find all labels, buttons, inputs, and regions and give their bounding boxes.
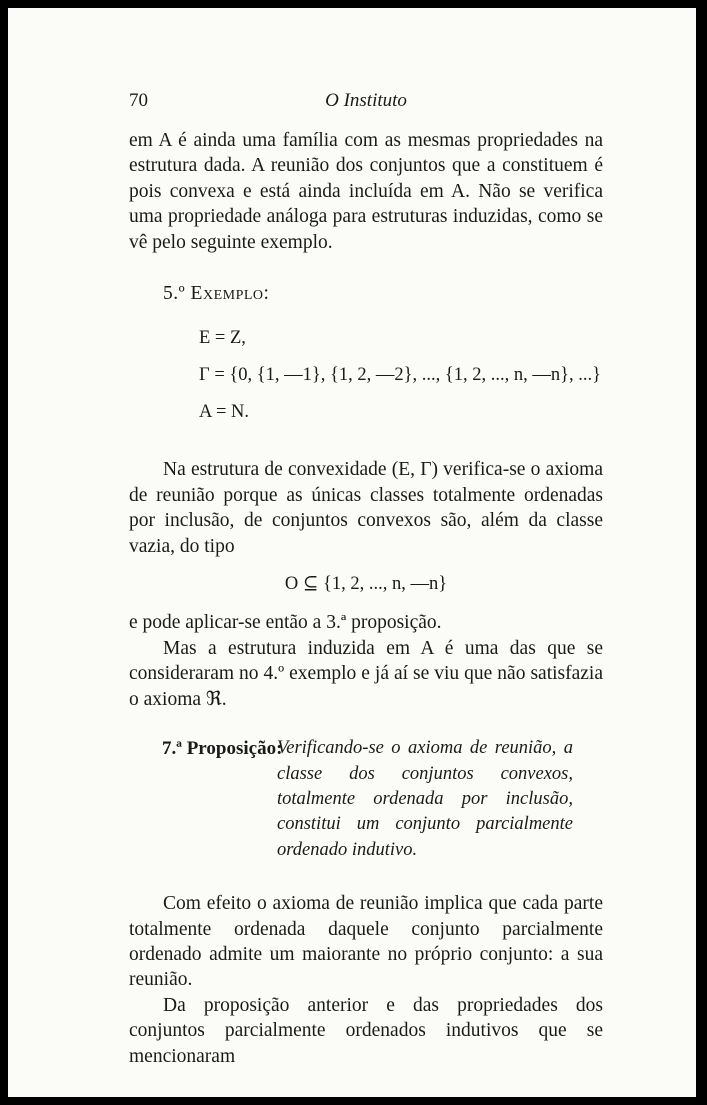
paragraph-3: e pode aplicar-se então a 3.ª proposição. (129, 612, 442, 634)
paragraph-4: Mas a estrutura induzida em A é uma das que se consideraram no 4.º exemplo e já aí se viu que não satisfazia o axioma ℜ. (129, 637, 603, 710)
centered-formula: O ⊆ {1, 2, ..., n, —n} (284, 574, 448, 595)
page-header (129, 90, 603, 116)
page-number: 70 (129, 90, 148, 111)
math-line-e: E = Z, (199, 328, 246, 349)
paragraph-1: em A é ainda uma família com as mesmas propriedades na estrutura dada. A reunião dos conjuntos que a constituem é pois convexa e está ainda incluída em A. Não se verifica uma propriedade análoga para estruturas induzidas, como se vê pelo seguinte exemplo. (129, 130, 603, 253)
proposition-text: Verificando-se o axioma de reunião, a classe dos conjuntos convexos, totalmente ordenada por inclusão, constitui um conjunto parcialmente ordenado indutivo. (277, 738, 573, 860)
paragraph-2: Na estrutura de convexidade (E, Γ) verifica-se o axioma de reunião porque as únicas classes totalmente ordenadas por inclusão, de conjuntos convexos são, além da classe vazia, do tipo (129, 459, 603, 557)
math-line-a: A = N. (199, 402, 250, 423)
book-page (8, 8, 696, 1097)
math-block (199, 320, 603, 431)
running-title: O Instituto (325, 90, 407, 111)
proposition-block (129, 736, 603, 863)
math-line-gamma: Γ = {0, {1, —1}, {1, 2, —2}, ..., {1, 2, ..., n, —n}, ...} (199, 365, 602, 386)
proposition-label: 7.ª Proposição: (162, 738, 283, 760)
example-heading: 5.º Exemplo: (163, 283, 270, 305)
paragraph-6: Da proposição anterior e das propriedades dos conjuntos parcialmente ordenados indutivos que se mencionaram (129, 994, 603, 1067)
paragraph-5: Com efeito o axioma de reunião implica que cada parte totalmente ordenada daquele conjunto parcialmente ordenado admite um maiorante no próprio conjunto: a sua reunião. (129, 893, 603, 991)
page-body (129, 128, 603, 1069)
